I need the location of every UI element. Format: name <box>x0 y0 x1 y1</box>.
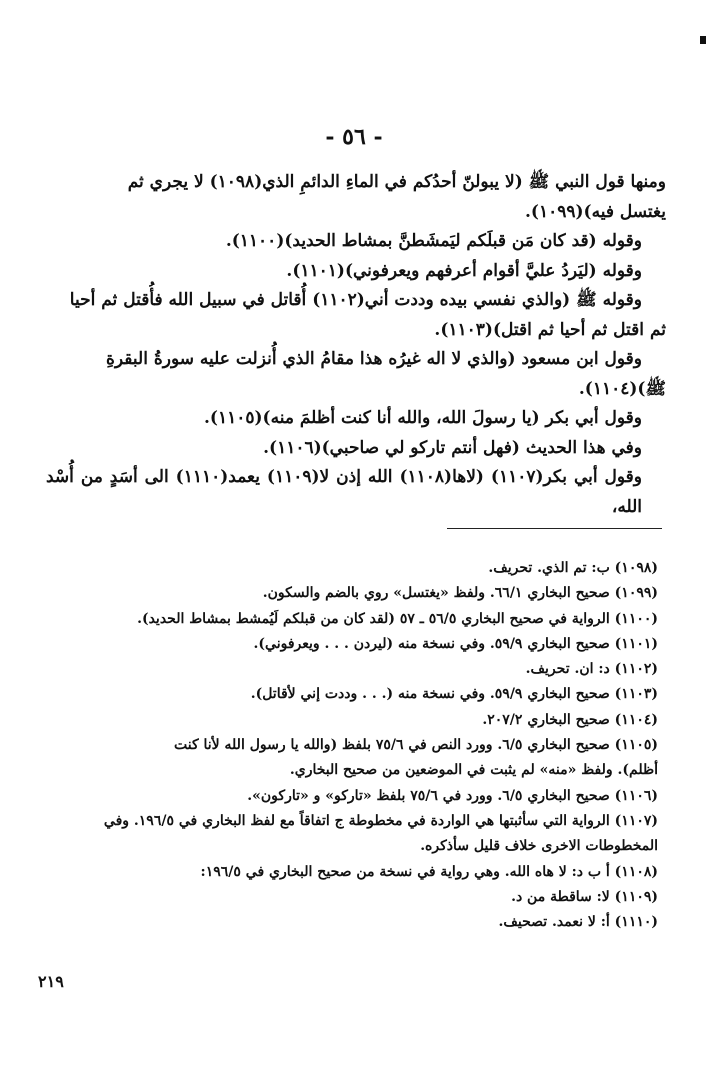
text-line: يغتسل فيه)(١٠٩٩). <box>525 201 666 222</box>
footnote: (١١٠٠) الرواية في صحيح البخاري ٥٦/٥ ـ ٥٧ (لقد كان من قبلكم لَيُمشط بمشاط الحديد). <box>137 610 658 627</box>
footnote: (١١٠١) صحيح البخاري ٥٩/٩. وفي نسخة منه (ليردن . . . ويعرفوني). <box>253 635 658 652</box>
text-line: وقوله (ليَردُ عليَّ أقوام أعرفهم ويعرفوني)(١١٠١). <box>286 260 642 281</box>
footnote: (١١٠٢) د: ان. تحريف. <box>525 661 658 678</box>
footnote: (١١٠٥) صحيح البخاري ٦/٥. وورد النص في ٧٥/٦ بلفظ (والله يا رسول الله لأنا كنت <box>174 737 658 754</box>
footnote: (١١٠٧) الرواية التي سأثبتها هي الواردة في مخطوطة ج اتفاقاً مع لفظ البخاري في ١٩٦/٥. وفي <box>103 812 658 829</box>
footnote: (١١٠٣) صحيح البخاري ٥٩/٩. وفي نسخة منه (. . . وددت إني لأقاتل). <box>250 686 658 703</box>
edge-mark <box>700 36 706 44</box>
footnote: (١١٠٩) لا: ساقطة من د. <box>511 888 658 905</box>
footnote: (١١٠٦) صحيح البخاري ٦/٥. وورد في ٧٥/٦ بلفظ «تاركو» و «تاركون». <box>247 787 658 804</box>
text-line: ومنها قول النبي ﷺ (لا يبولنّ أحدُكم في الماءِ الدائمِ الذي(١٠٩٨) لا يجري ثم <box>127 172 666 192</box>
text-line: وقول أبي بكر(١١٠٧) (لاها(١١٠٨) الله إذن لا(١١٠٩) يعمد(١١١٠) الى أسَدٍ من أُسْد الله، <box>46 467 643 517</box>
footnote: (١١٠٨) أ ب د: لا هاه الله. وهي رواية في نسخة من صحيح البخاري في ١٩٦/٥: <box>200 863 658 880</box>
footnote-continuation: أظلم). ولفظ «منه» لم يثبت في الموضعين من صحيح البخاري. <box>289 762 658 779</box>
footnote: (١٠٩٨) ب: تم الذي. تحريف. <box>488 560 658 576</box>
page-number: - ٥٦ - <box>325 124 383 150</box>
footnote: (١١١٠) أ: لا نعمد. تصحيف. <box>498 914 658 931</box>
text-line: ثم اقتل ثم أحيا ثم اقتل)(١١٠٣). <box>434 319 666 340</box>
folio-number: ٢١٩ <box>38 972 64 991</box>
text-line: وفي هذا الحديث (فهل أنتم تاركو لي صاحبي)(١١٠٦). <box>263 437 642 458</box>
footnote: (١١٠٤) صحيح البخاري ٢٠٧/٢. <box>482 711 658 728</box>
footnote-continuation: المخطوطات الاخرى خلاف قليل سأذكره. <box>420 838 658 855</box>
text-line: ﷺ)(١١٠٤). <box>578 378 666 399</box>
text-line: وقوله (قد كان مَن قبلَكم ليَمشَطنَّ بمشاط الحديد)(١١٠٠). <box>225 231 642 251</box>
footnote-divider <box>447 528 662 529</box>
text-line: وقوله ﷺ (والذي نفسي بيده وددت أني(١١٠٢) أُقاتل في سبيل الله فأُقتل ثم أحيا <box>69 290 642 310</box>
text-line: وقول ابن مسعود (والذي لا اله غيرُه هذا مقامُ الذي أُنزلت عليه سورةُ البقرةِ <box>106 349 642 369</box>
main-text <box>46 168 666 522</box>
text-line: وقول أبي بكر (يا رسولَ الله، والله أنا كنت أظلمَ منه)(١١٠٥). <box>204 408 642 428</box>
footnote: (١٠٩٩) صحيح البخاري ٦٦/١. ولفظ «يغتسل» روي بالضم والسكون. <box>262 585 658 602</box>
footnotes <box>46 556 658 935</box>
